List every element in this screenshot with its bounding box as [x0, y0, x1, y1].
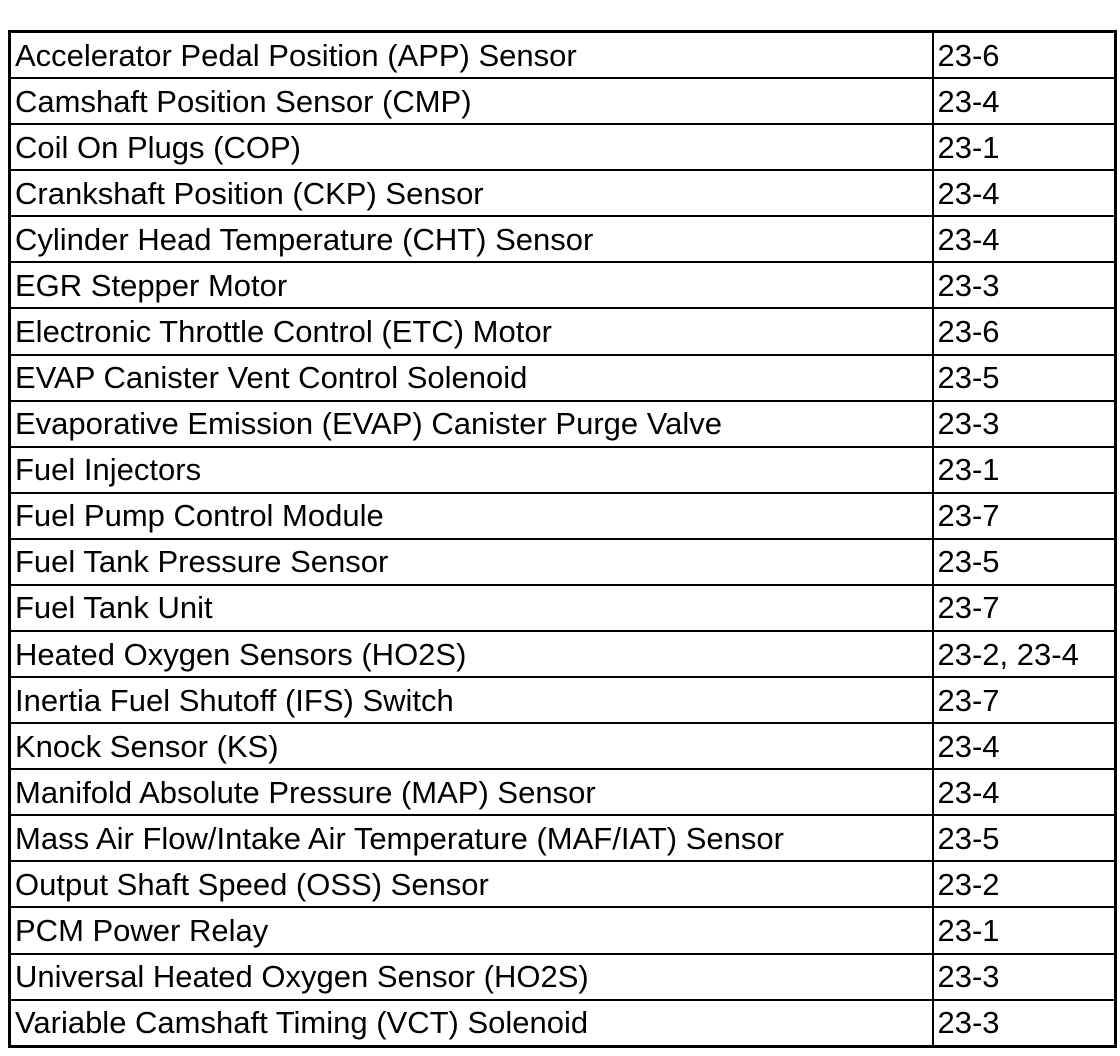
component-name-cell: Heated Oxygen Sensors (HO2S): [10, 631, 933, 677]
component-name-cell: Fuel Tank Unit: [10, 585, 933, 631]
page-reference-cell: 23-2: [933, 861, 1116, 907]
page-reference-cell: 23-3: [933, 954, 1116, 1000]
table-row: [10, 1000, 1116, 1047]
component-name-cell: Crankshaft Position (CKP) Sensor: [10, 170, 933, 216]
component-name-cell: Universal Heated Oxygen Sensor (HO2S): [10, 954, 933, 1000]
page-reference-cell: 23-6: [933, 32, 1116, 79]
page-reference-cell: 23-4: [933, 769, 1116, 815]
page-reference-cell: 23-5: [933, 815, 1116, 861]
table-row: [10, 954, 1116, 1000]
component-name-cell: Electronic Throttle Control (ETC) Motor: [10, 308, 933, 354]
table-row: [10, 861, 1116, 907]
table-row: [10, 723, 1116, 769]
component-name-cell: Fuel Pump Control Module: [10, 493, 933, 539]
component-index-sheet: [8, 30, 1114, 1048]
component-name-cell: Fuel Tank Pressure Sensor: [10, 539, 933, 585]
page-reference-cell: 23-1: [933, 907, 1116, 953]
page-reference-cell: 23-4: [933, 216, 1116, 262]
component-name-cell: Inertia Fuel Shutoff (IFS) Switch: [10, 677, 933, 723]
component-name-cell: Cylinder Head Temperature (CHT) Sensor: [10, 216, 933, 262]
page-reference-cell: 23-2, 23-4: [933, 631, 1116, 677]
table-row: [10, 815, 1116, 861]
component-name-cell: PCM Power Relay: [10, 907, 933, 953]
table-row: [10, 124, 1116, 170]
page-reference-cell: 23-5: [933, 355, 1116, 401]
component-name-cell: Variable Camshaft Timing (VCT) Solenoid: [10, 1000, 933, 1047]
table-row: [10, 539, 1116, 585]
page-reference-cell: 23-7: [933, 677, 1116, 723]
page-reference-cell: 23-4: [933, 170, 1116, 216]
component-name-cell: Knock Sensor (KS): [10, 723, 933, 769]
table-row: [10, 216, 1116, 262]
page-reference-cell: 23-4: [933, 78, 1116, 124]
page-reference-cell: 23-1: [933, 447, 1116, 493]
table-row: [10, 78, 1116, 124]
table-row: [10, 447, 1116, 493]
component-name-cell: Mass Air Flow/Intake Air Temperature (MAF/IAT) Sensor: [10, 815, 933, 861]
page-reference-cell: 23-3: [933, 401, 1116, 447]
component-name-cell: Camshaft Position Sensor (CMP): [10, 78, 933, 124]
page-reference-cell: 23-7: [933, 493, 1116, 539]
table-row: [10, 585, 1116, 631]
table-row: [10, 493, 1116, 539]
table-row: [10, 677, 1116, 723]
component-index-table: [8, 30, 1117, 1048]
page-reference-cell: 23-5: [933, 539, 1116, 585]
table-row: [10, 308, 1116, 354]
component-name-cell: Manifold Absolute Pressure (MAP) Sensor: [10, 769, 933, 815]
component-index-body: [10, 32, 1116, 1047]
page-reference-cell: 23-6: [933, 308, 1116, 354]
table-row: [10, 170, 1116, 216]
component-name-cell: Output Shaft Speed (OSS) Sensor: [10, 861, 933, 907]
table-row: [10, 769, 1116, 815]
component-name-cell: Accelerator Pedal Position (APP) Sensor: [10, 32, 933, 79]
table-row: [10, 355, 1116, 401]
page-reference-cell: 23-3: [933, 262, 1116, 308]
page-reference-cell: 23-1: [933, 124, 1116, 170]
component-name-cell: Evaporative Emission (EVAP) Canister Purge Valve: [10, 401, 933, 447]
table-row: [10, 32, 1116, 79]
component-name-cell: Fuel Injectors: [10, 447, 933, 493]
component-name-cell: EGR Stepper Motor: [10, 262, 933, 308]
table-row: [10, 631, 1116, 677]
table-row: [10, 262, 1116, 308]
component-name-cell: Coil On Plugs (COP): [10, 124, 933, 170]
page-reference-cell: 23-7: [933, 585, 1116, 631]
page-reference-cell: 23-4: [933, 723, 1116, 769]
table-row: [10, 907, 1116, 953]
table-row: [10, 401, 1116, 447]
page-reference-cell: 23-3: [933, 1000, 1116, 1047]
component-name-cell: EVAP Canister Vent Control Solenoid: [10, 355, 933, 401]
